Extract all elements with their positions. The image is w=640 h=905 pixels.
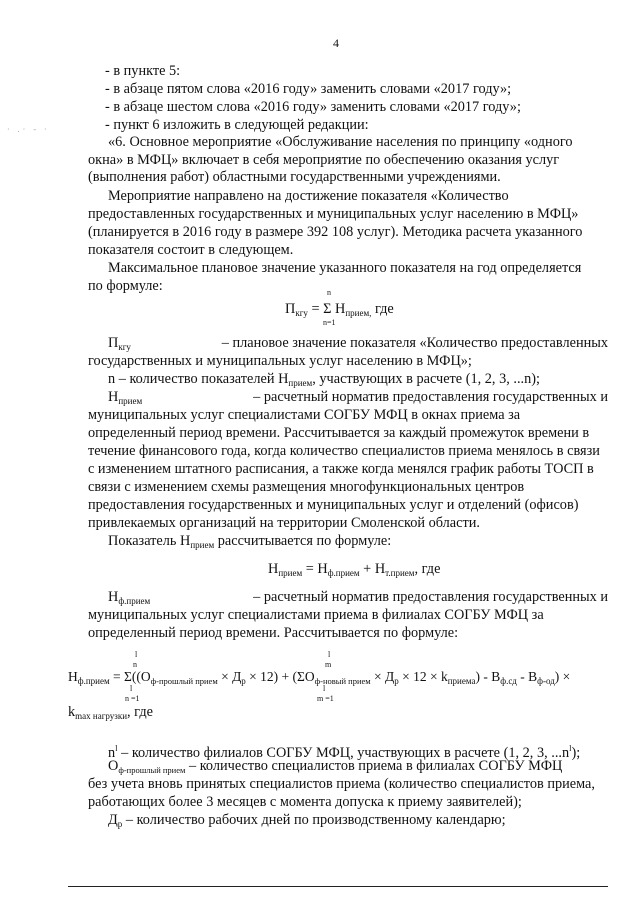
pokazatel-line: Показатель $Н_{прием}$ рассчитывается по формуле: [108, 533, 392, 550]
bottom-rule [68, 886, 608, 887]
text-line: «6. Основное мероприятие «Обслуживание населения по принципу «одного [108, 134, 573, 150]
text-line: муниципальных услуг специалистами приема в филиалах СОГБУ МФЦ за [88, 607, 544, 623]
formula3-upper-m: m [325, 660, 332, 669]
definition-oprev: $О_{ф-прошлый прием}$ – количество специалистов приема в филиалах СОГБУ МФЦ [108, 758, 563, 775]
text-line: по формуле: [88, 278, 163, 294]
formula3-upper-n: n [133, 660, 137, 669]
formula3-lower-l: l [130, 684, 133, 693]
text-line: течение финансового года, когда количество специалистов приема менялось в связи [88, 443, 600, 459]
formula2: $Н_{прием} = Н_{ф.прием} + Н_{т.прием}$, где [268, 561, 441, 578]
text-line: - в пункте 5: [105, 63, 181, 79]
definition-nl: $n^l$ – количество филиалов СОГБУ МФЦ, участвующих в расчете (1, 2, 3, $...n^l$); [108, 743, 581, 761]
text-line: с изменением штатного расписания, а также когда менялся график работы ТОСП в [88, 461, 594, 477]
formula1-upper: n [327, 288, 331, 297]
text-line: Мероприятие направлено на достижение показателя «Количество [108, 188, 509, 204]
definition-npriem: $Н_{прием}$ – расчетный норматив предоставления государственных и [108, 389, 608, 406]
text-line: определенный период времени. Рассчитывается за каждый промежуток времени в [88, 425, 590, 441]
definition-nfpriem: $Н_{ф.прием}$ – расчетный норматив предоставления государственных и [108, 589, 608, 606]
formula3-upper-l2: l [328, 650, 331, 659]
definition-n: n – количество показателей $Н_{прием}$, участвующих в расчете (1, 2, 3, ...n); [108, 371, 540, 388]
formula3-upper-l: l [135, 650, 138, 659]
text-line: государственных и муниципальных услуг населению в МФЦ»; [88, 353, 472, 369]
text-line: - в абзаце пятом слова «2016 году» заменить словами «2017 году»; [105, 81, 512, 97]
text-line: - пункт 6 изложить в следующей редакции: [105, 117, 369, 133]
text-line: привлекаемых организаций на территории Смоленской области. [88, 515, 480, 531]
text-line: окна» в МФЦ» включает в себя мероприятие по обеспечению оказания услуг [88, 152, 560, 168]
text-line: определенный период времени. Рассчитывается по формуле: [88, 625, 459, 641]
formula3: $Н_{ф.прием} = \Sigma((О_{ф-прошлый прием} \times Д_р \times 12) + (\Sigma О_{ф-новый прием} \times Д_р \times 12 \times k_{приема}) - В_{ф.сд} - В_{ф-од})$ × [68, 669, 571, 686]
text-line: связи с изменением схемы размещения многофункциональных центров [88, 479, 525, 495]
formula1: $П_{кгу} = \Sigma$ $Н_{прием,}$ где [285, 301, 394, 318]
page-number: 4 [333, 36, 339, 50]
text-line: предоставленных государственных и муниципальных услуг населению в МФЦ» [88, 206, 579, 222]
text-line: (выполнения работ) областными государственными учреждениями. [88, 169, 501, 185]
text-line: муниципальных услуг специалистами СОГБУ МФЦ в окнах приема за [88, 407, 521, 423]
definition-dp: $Д_р$ – количество рабочих дней по производственному календарю; [108, 812, 506, 829]
text-line: без учета вновь принятых специалистов приема (количество специалистов приема, [88, 776, 595, 792]
text-line: показателя состоит в следующем. [88, 242, 294, 258]
margin-note: · .· - · [7, 125, 50, 134]
definition-pkgu: $П_{кгу}$ – плановое значение показателя «Количество предоставленных [108, 335, 608, 352]
text-line: Максимальное плановое значение указанного показателя на год определяется [108, 260, 582, 276]
formula3-lower-l2: l [323, 684, 326, 693]
text-line: (планируется в 2016 году в размере 392 108 услуг). Методика расчета указанного [88, 224, 583, 240]
formula3-lower-m1: m =1 [317, 694, 334, 703]
formula3-lower-n1: n =1 [125, 694, 140, 703]
formula1-lower: n=1 [323, 318, 336, 327]
text-line: - в абзаце шестом слова «2016 году» заменить словами «2017 году»; [105, 99, 521, 115]
formula3-continuation: $k_{max нагрузки}$, где [68, 704, 153, 721]
text-line: предоставления государственных и муниципальных услуг и отделений (офисов) [88, 497, 579, 513]
text-line: работающих более 3 месяцев с момента допуска к приему заявителей); [88, 794, 522, 810]
